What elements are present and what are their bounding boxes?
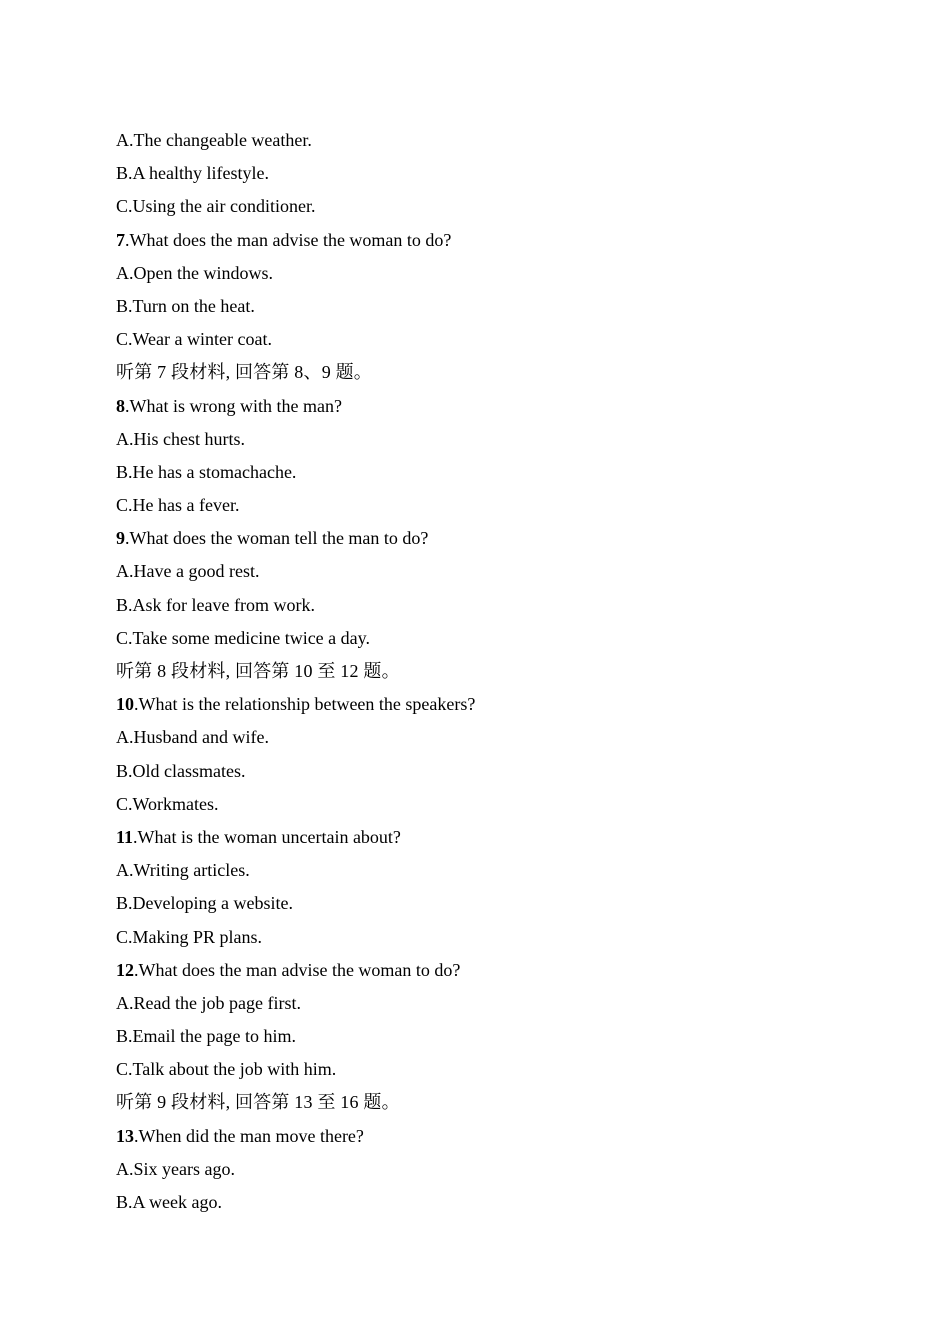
question-line xyxy=(116,522,836,555)
question-text: .What is the relationship between the speakers? xyxy=(134,694,476,715)
section-instruction: 听第 9 段材料, 回答第 13 至 16 题。 xyxy=(116,1092,400,1113)
question-text: .What is the woman uncertain about? xyxy=(133,826,401,847)
answer-option: A.Writing articles. xyxy=(116,860,250,881)
document-content xyxy=(116,124,836,1219)
answer-option: C.Talk about the job with him. xyxy=(116,1059,337,1080)
answer-option: B.Ask for leave from work. xyxy=(116,594,315,615)
answer-option: A.Read the job page first. xyxy=(116,992,301,1013)
question-number: 7 xyxy=(116,229,125,250)
question-text: .What is wrong with the man? xyxy=(125,395,342,416)
answer-option: B.A healthy lifestyle. xyxy=(116,163,269,184)
answer-option: A.His chest hurts. xyxy=(116,428,245,449)
answer-option: C.Making PR plans. xyxy=(116,926,263,947)
answer-option: B.Turn on the heat. xyxy=(116,295,255,316)
question-number: 11 xyxy=(116,826,134,847)
section-instruction: 听第 7 段材料, 回答第 8、9 题。 xyxy=(116,362,372,383)
question-number: 13 xyxy=(116,1125,134,1146)
question-line xyxy=(116,688,836,721)
answer-option: C.Take some medicine twice a day. xyxy=(116,627,370,648)
question-text: .What does the man advise the woman to do? xyxy=(134,959,461,980)
question-text: .What does the woman tell the man to do? xyxy=(125,528,429,549)
answer-option: C.Using the air conditioner. xyxy=(116,196,316,217)
answer-option: C.Wear a winter coat. xyxy=(116,329,272,350)
section-instruction: 听第 8 段材料, 回答第 10 至 12 题。 xyxy=(116,661,400,681)
answer-option: B.A week ago. xyxy=(116,1192,222,1212)
answer-option: A.Husband and wife. xyxy=(116,727,269,748)
question-number: 12 xyxy=(116,959,134,980)
question-line xyxy=(116,224,836,257)
question-line xyxy=(116,954,836,987)
question-number: 10 xyxy=(116,694,134,715)
answer-option: C.He has a fever. xyxy=(116,495,240,516)
answer-option: B.He has a stomachache. xyxy=(116,461,297,482)
answer-option: B.Email the page to him. xyxy=(116,1026,296,1047)
question-text: .When did the man move there? xyxy=(134,1125,364,1146)
question-line xyxy=(116,390,836,423)
answer-option: B.Old classmates. xyxy=(116,760,246,781)
question-line xyxy=(116,821,836,854)
answer-option: B.Developing a website. xyxy=(116,893,293,914)
question-number: 8 xyxy=(116,395,125,416)
answer-option: C.Workmates. xyxy=(116,793,219,814)
question-number: 9 xyxy=(116,528,125,549)
answer-option: A.Have a good rest. xyxy=(116,561,260,582)
answer-option: A.Six years ago. xyxy=(116,1158,235,1179)
question-text: .What does the man advise the woman to do? xyxy=(125,229,452,250)
question-line xyxy=(116,1120,836,1153)
answer-option: A.The changeable weather. xyxy=(116,130,312,150)
answer-option: A.Open the windows. xyxy=(116,262,273,283)
